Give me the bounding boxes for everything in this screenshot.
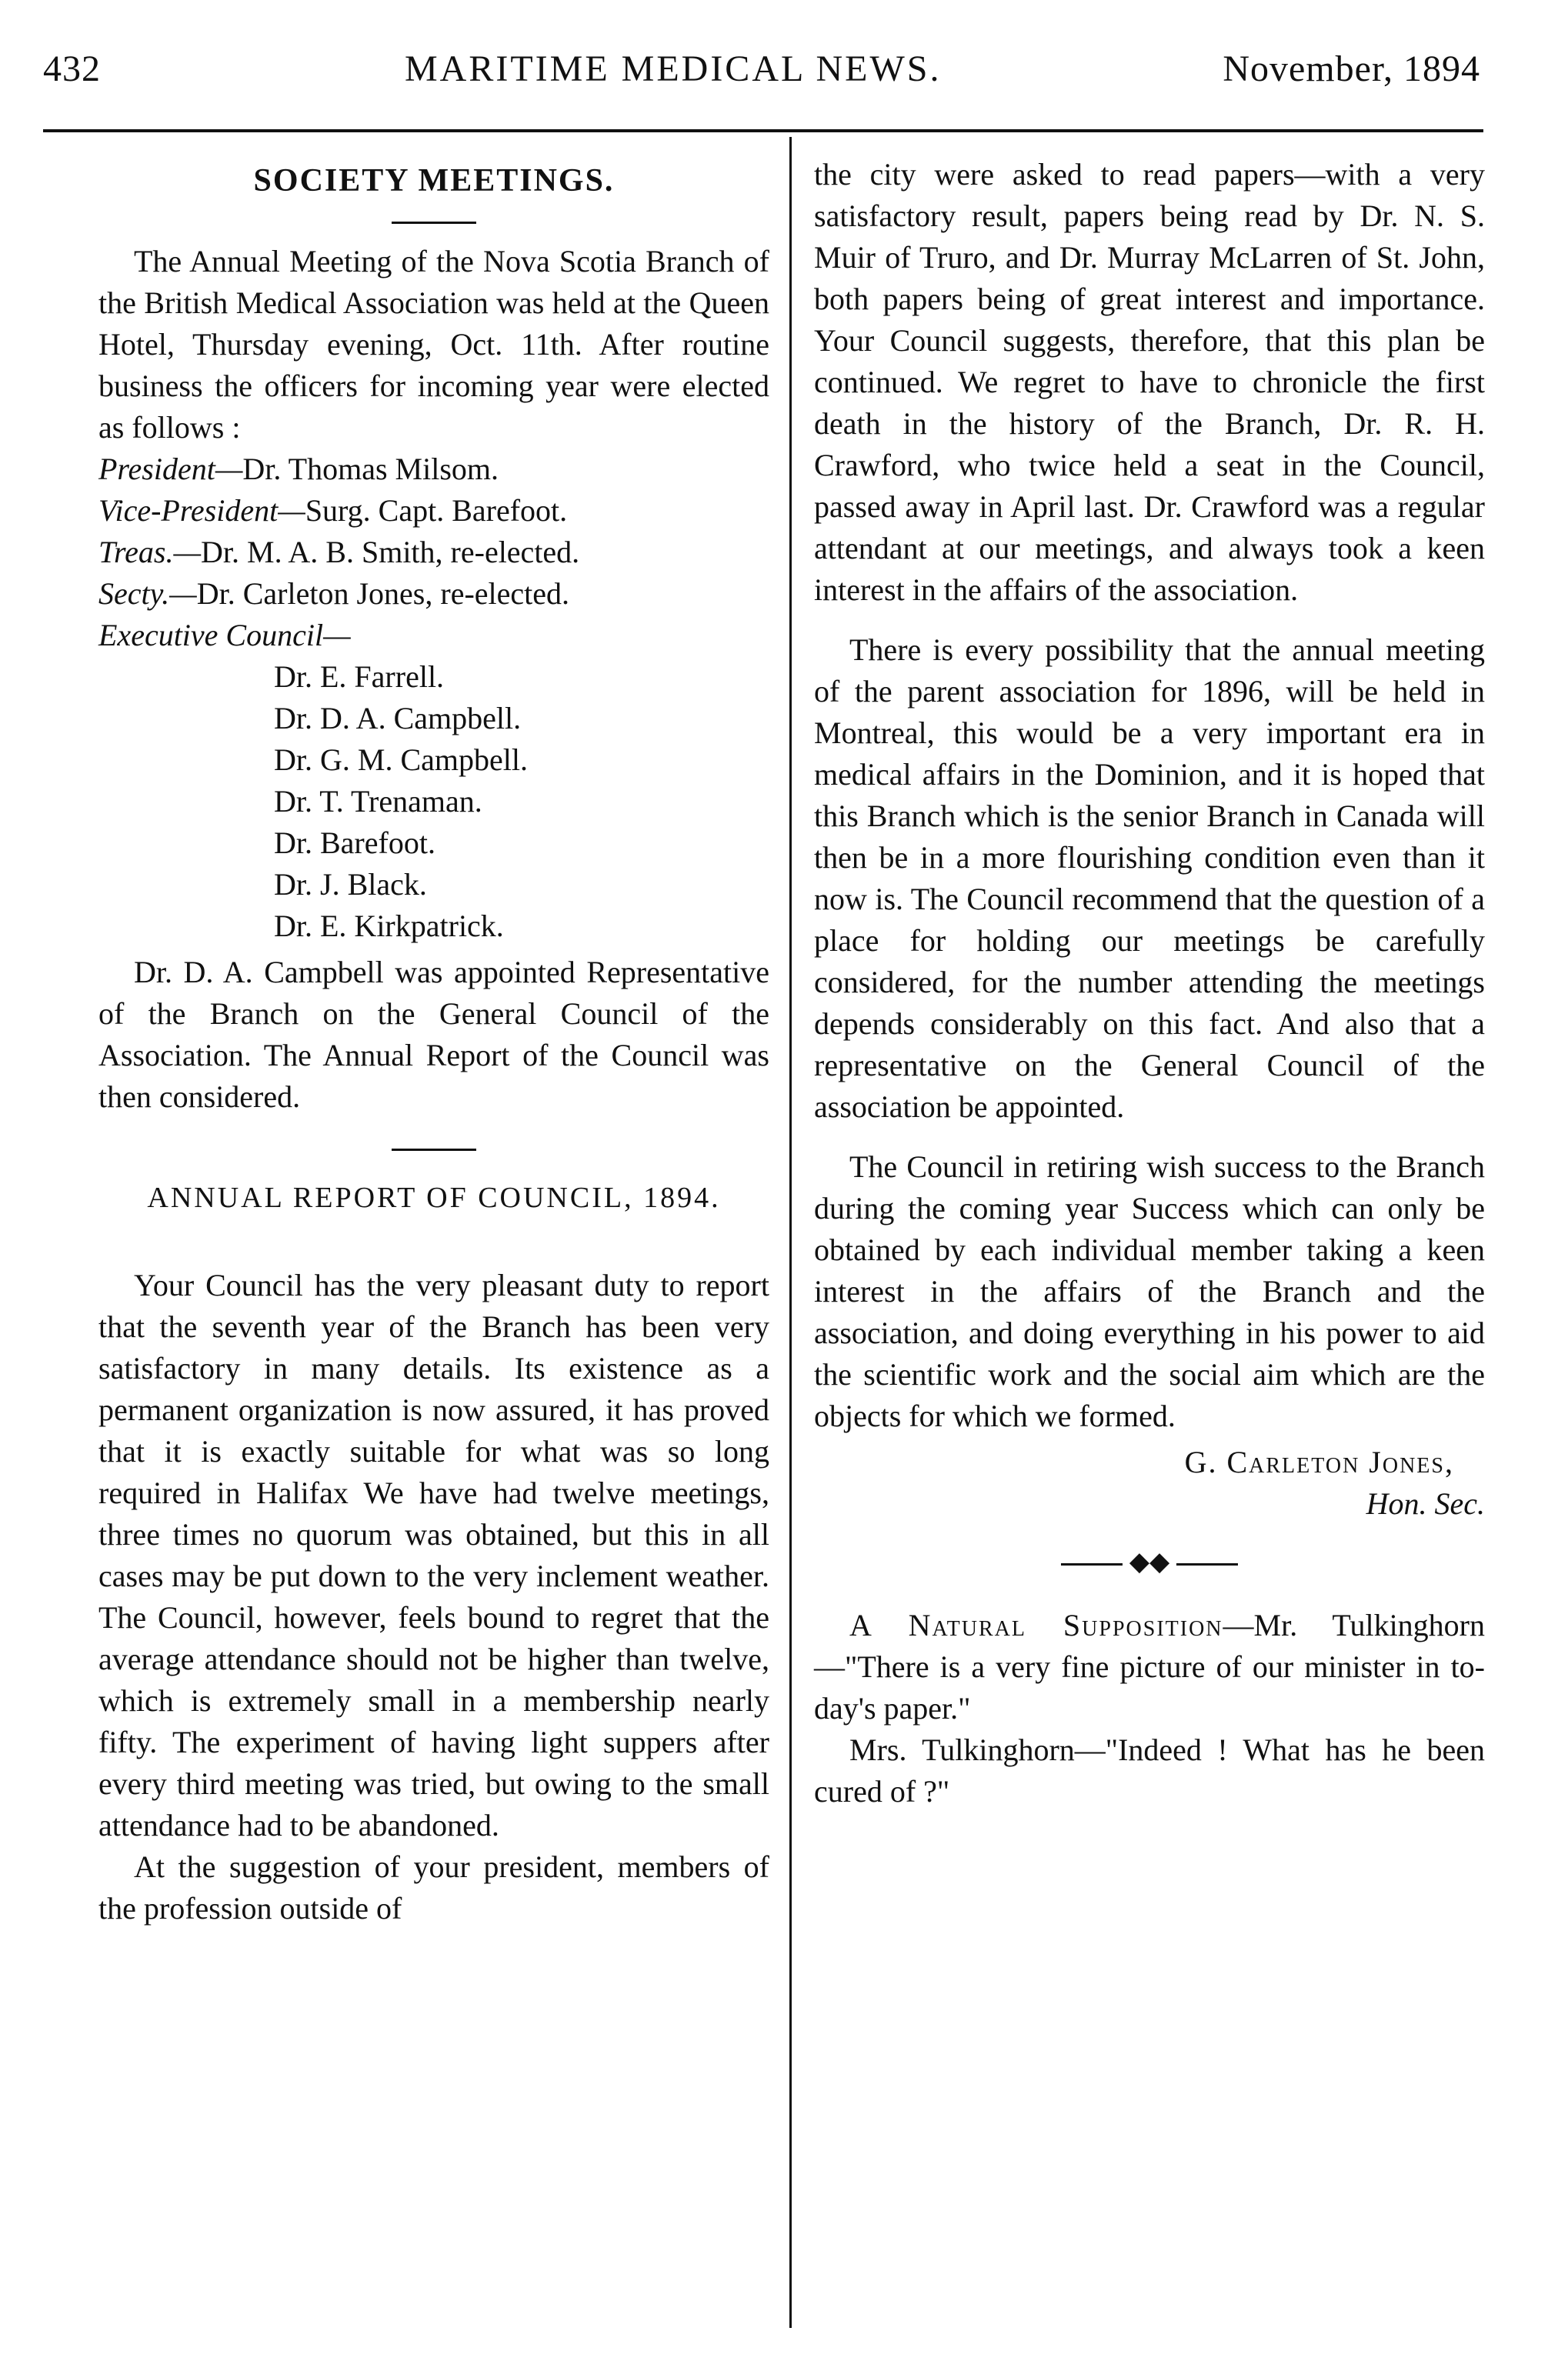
section-heading-annual-report: ANNUAL REPORT OF COUNCIL, 1894. xyxy=(147,1182,721,1214)
officer-separator: — xyxy=(173,535,202,569)
anecdote-paragraph-1 xyxy=(814,1605,1485,1729)
report-paragraph-2-continued: the city were asked to read papers—with a very satisfactory result, papers being read by Dr. N. S. Muir of Truro, and Dr. Murray McLarren of St. John, both papers being of great interest and importance. Your Council suggests, therefore, that this plan be continued. We regret to have to chronicle the first death in the history of the Branch, Dr. R. H. Crawford, who twice held a seat in the Council, passed away in April last. Dr. Crawford was a regular attendant at our meetings, and always took a keen interest in the affairs of the association. xyxy=(814,157,1485,607)
report-paragraph-4: The Council in retiring wish success to the Branch during the coming year Success which can only be obtained by each individual member taking a keen interest in the affairs of the Branch and the association, and doing everything in his power to aid the scientific work and the social aim which are the objects for which we formed. xyxy=(814,1149,1485,1433)
council-member: Dr. Barefoot. xyxy=(274,825,435,860)
officer-role: Vice-President xyxy=(98,493,279,528)
officer-vice-president xyxy=(98,490,769,532)
heading-rule xyxy=(392,222,476,224)
council-member: Dr. E. Kirkpatrick. xyxy=(274,909,504,943)
council-member: Dr. D. A. Campbell. xyxy=(274,701,522,735)
officer-name: Surg. Capt. Barefoot. xyxy=(305,493,568,528)
officer-separator: — xyxy=(278,493,305,528)
left-column xyxy=(98,154,769,1929)
signature-title: Hon. Sec. xyxy=(1366,1486,1485,1521)
ornament-line xyxy=(1061,1563,1123,1566)
anecdote-line-1: Mr. Tulkinghorn—"There is a very fine picture of our minister in to-day's paper." xyxy=(814,1608,1485,1726)
page-number: 432 xyxy=(43,48,101,89)
page-header xyxy=(43,48,1480,109)
journal-title: MARITIME MEDICAL NEWS. xyxy=(405,48,942,89)
anecdote-line-2: Mrs. Tulkinghorn—"Indeed ! What has he been cured of ?" xyxy=(814,1732,1485,1809)
column-divider xyxy=(789,137,792,2328)
report-paragraph-3: There is every possibility that the annual meeting of the parent association for 1896, will be held in Montreal, this would be a very important era in medical affairs in the Dominion, and it is hoped that this Branch which is the senior Branch in Canada will then be in a more flourishing condition even than it now is. The Council recommend that the question of a place for holding our meetings be carefully considered, for the number attending the meetings depends considerably on this fact. And also that a representative on the General Council of the association be appointed. xyxy=(814,632,1485,1124)
officer-name: Dr. Thomas Milsom. xyxy=(242,452,499,486)
signature-name: G. Carleton Jones, xyxy=(1184,1445,1454,1479)
officer-president xyxy=(98,449,769,490)
officer-secretary xyxy=(98,573,769,615)
anecdote-title: A Natural Supposition xyxy=(849,1608,1223,1642)
section-ornament xyxy=(814,1548,1485,1576)
executive-council-list xyxy=(274,656,769,947)
section-heading-society-meetings: SOCIETY MEETINGS. xyxy=(253,163,615,198)
header-rule xyxy=(43,129,1483,132)
society-closing-paragraph: Dr. D. A. Campbell was appointed Representative of the Branch on the General Council of the Association. The Annual Report of the Council was then considered. xyxy=(98,955,769,1114)
officer-role: Secty. xyxy=(98,576,170,611)
officer-role: Treas. xyxy=(98,535,174,569)
ornament-line xyxy=(1176,1563,1238,1566)
council-member: Dr. G. M. Campbell. xyxy=(274,742,528,777)
section-rule xyxy=(392,1149,476,1151)
right-column xyxy=(814,154,1485,1812)
officer-separator: — xyxy=(215,452,243,486)
officer-name: Dr. Carleton Jones, re-elected. xyxy=(196,576,570,611)
paragraph-gap xyxy=(814,611,1485,629)
council-member: Dr. J. Black. xyxy=(274,867,427,902)
officer-role: President xyxy=(98,452,215,486)
ornament-diamond-icon: ◆◆ xyxy=(1129,1548,1170,1576)
council-member: Dr. T. Trenaman. xyxy=(274,784,482,819)
report-paragraph-1: Your Council has the very pleasant duty to report that the seventh year of the Branch has been very satisfactory in many details. Its existence as a permanent organization is now assured, it has proved that it is exactly suitable for what was so long required in Halifax We have had twelve meetings, three times no quorum was obtained, but this in all cases may be put down to the very inclement weather. The Council, however, feels bound to regret that the average attendance should not be higher than twelve, which is extremely small in a membership nearly fifty. The experiment of having light suppers after every third meeting was tried, but owing to the small attendance had to be abandoned. xyxy=(98,1268,769,1842)
officer-treasurer xyxy=(98,532,769,573)
report-paragraph-2-start: At the suggestion of your president, members of the profession outside of xyxy=(98,1849,769,1926)
council-member: Dr. E. Farrell. xyxy=(274,659,445,694)
society-intro-paragraph: The Annual Meeting of the Nova Scotia Branch of the British Medical Association was held at the Queen Hotel, Thursday evening, Oct. 11th. After routine business the officers for incoming year were elected as follows : xyxy=(98,244,769,445)
paragraph-gap xyxy=(814,1128,1485,1146)
executive-council-label: Executive Council— xyxy=(98,618,351,652)
issue-date: November, 1894 xyxy=(1223,48,1480,89)
officer-separator: — xyxy=(169,576,197,611)
officer-name: Dr. M. A. B. Smith, re-elected. xyxy=(201,535,580,569)
anecdote-dash: — xyxy=(1223,1608,1254,1642)
